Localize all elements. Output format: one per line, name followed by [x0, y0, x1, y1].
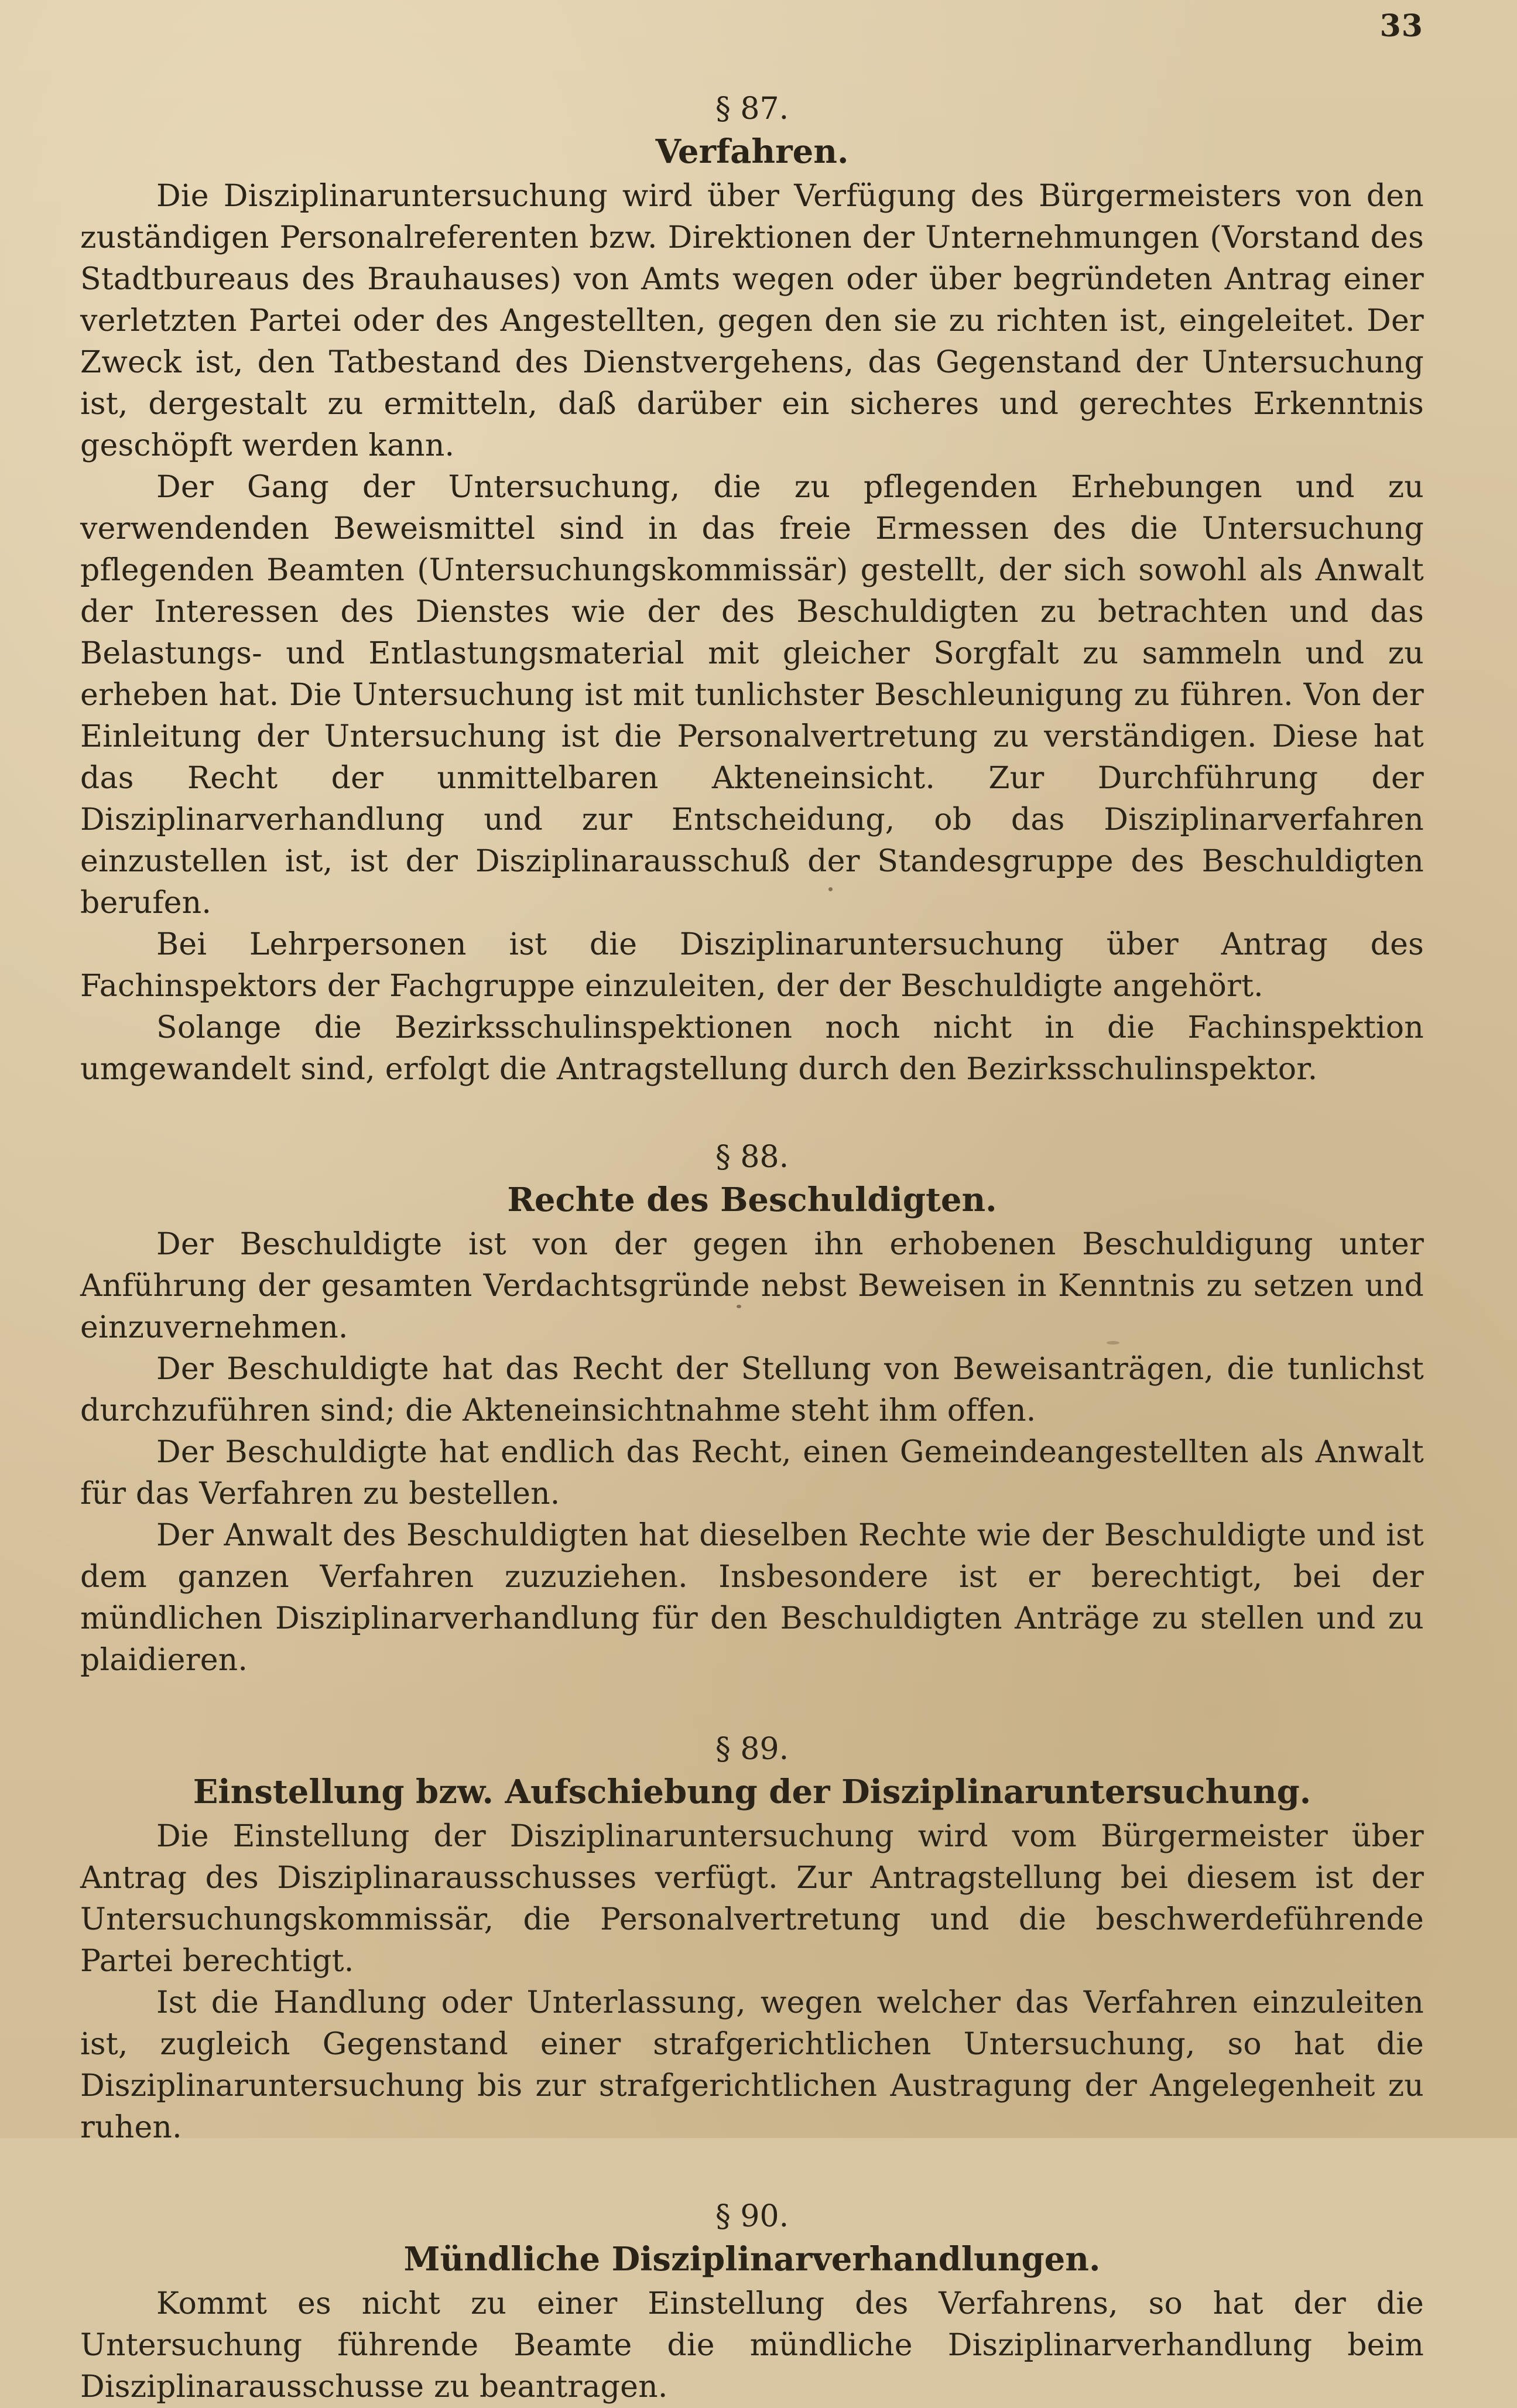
paragraph: Der Anwalt des Beschuldigten hat dieselben Rechte wie der Beschuldigte und ist dem ganzen Verfahren zuzuziehen. Insbesondere ist er berechtigt, bei der mündlichen Disziplinarverhandlung für den Beschuldigten Anträge zu stellen und zu plaidieren. [80, 1518, 1424, 1678]
paragraph: Die Disziplinaruntersuchung wird über Verfügung des Bürgermeisters von den zuständigen Personalreferenten bzw. Direktionen der Unternehmungen (Vorstand des Stadtbureaus des Brauhauses) von Amts wegen oder über begründeten Antrag einer verletzten Partei oder des Angestellten, gegen den sie zu richten ist, eingeleitet. Der Zweck ist, den Tatbestand des Dienstvergehens, das Gegenstand der Untersuchung ist, dergestalt zu ermitteln, daß darüber ein sicheres und gerechtes Erkenntnis geschöpft werden kann. [80, 179, 1424, 463]
section-number: § 88. [715, 1140, 789, 1175]
page-number: 33 [1379, 8, 1423, 44]
paragraph: Kommt es nicht zu einer Einstellung des Verfahrens, so hat der die Untersuchung führende Beamte die mündliche Disziplinarverhandlung beim Disziplinarausschusse zu beantragen. [80, 2286, 1424, 2404]
paragraph: Bei Lehrpersonen ist die Disziplinaruntersuchung über Antrag des Fachinspektors der Fachgruppe einzuleiten, der der Beschuldigte angehört. [80, 927, 1424, 1004]
paragraph: Der Gang der Untersuchung, die zu pflegenden Erhebungen und zu verwendenden Beweismittel sind in das freie Ermessen des die Untersuchung pflegenden Beamten (Untersuchungskommissär) gestellt, der sich sowohl als Anwalt der Interessen des Dienstes wie der des Beschuldigten zu betrachten und das Belastungs- und Entlastungsmaterial mit gleicher Sorgfalt zu sammeln und zu erheben hat. Die Untersuchung ist mit tunlichster Beschleunigung zu führen. Von der Einleitung der Untersuchung ist die Personalvertretung zu verständigen. Diese hat das Recht der unmittelbaren Akteneinsicht. Zur Durchführung der Disziplinarverhandlung und zur Entscheidung, ob das Disziplinarverfahren einzustellen ist, ist der Disziplinarausschuß der Standesgruppe des Beschuldigten berufen. [80, 470, 1424, 921]
section-title: Einstellung bzw. Aufschiebung der Disziplinaruntersuchung. [193, 1773, 1311, 1811]
section-number: § 89. [715, 1732, 789, 1767]
section-number: § 90. [715, 2199, 789, 2234]
section-87 [80, 88, 1424, 1090]
paragraph: Ist die Handlung oder Unterlassung, wegen welcher das Verfahren einzuleiten ist, zugleich Gegenstand einer strafgerichtlichen Untersuchung, so hat die Disziplinaruntersuchung bis zur strafgerichtlichen Austragung der Angelegenheit zu ruhen. [80, 1985, 1424, 2145]
section-89 [80, 1728, 1424, 2149]
paragraph: Der Beschuldigte hat das Recht der Stellung von Beweisanträgen, die tunlichst durchzuführen sind; die Akteneinsichtnahme steht ihm offen. [80, 1352, 1424, 1428]
section-title: Mündliche Disziplinarverhandlungen. [403, 2240, 1101, 2279]
paragraph: Die Einstellung der Disziplinaruntersuchung wird vom Bürgermeister über Antrag des Disziplinarausschusses verfügt. Zur Antragstellung bei diesem ist der Untersuchungskommissär, die Personalvertretung und die beschwerdeführende Partei berechtigt. [80, 1819, 1424, 1979]
paragraph: Der Beschuldigte ist von der gegen ihn erhobenen Beschuldigung unter Anführung der gesamten Verdachtsgründe nebst Beweisen in Kenntnis zu setzen und einzuvernehmen. [80, 1227, 1424, 1345]
section-title: Verfahren. [655, 132, 849, 171]
section-88 [80, 1136, 1424, 1681]
paragraph: Der Beschuldigte hat endlich das Recht, einen Gemeindeangestellten als Anwalt für das Verfahren zu bestellen. [80, 1435, 1424, 1511]
paragraph: Solange die Bezirksschulinspektionen noch nicht in die Fachinspektion umgewandelt sind, erfolgt die Antragstellung durch den Bezirksschulinspektor. [80, 1010, 1424, 1087]
section-number: § 87. [715, 91, 789, 126]
document-body [80, 88, 1424, 2408]
section-90 [80, 2195, 1424, 2408]
section-title: Rechte des Beschuldigten. [507, 1181, 997, 1219]
